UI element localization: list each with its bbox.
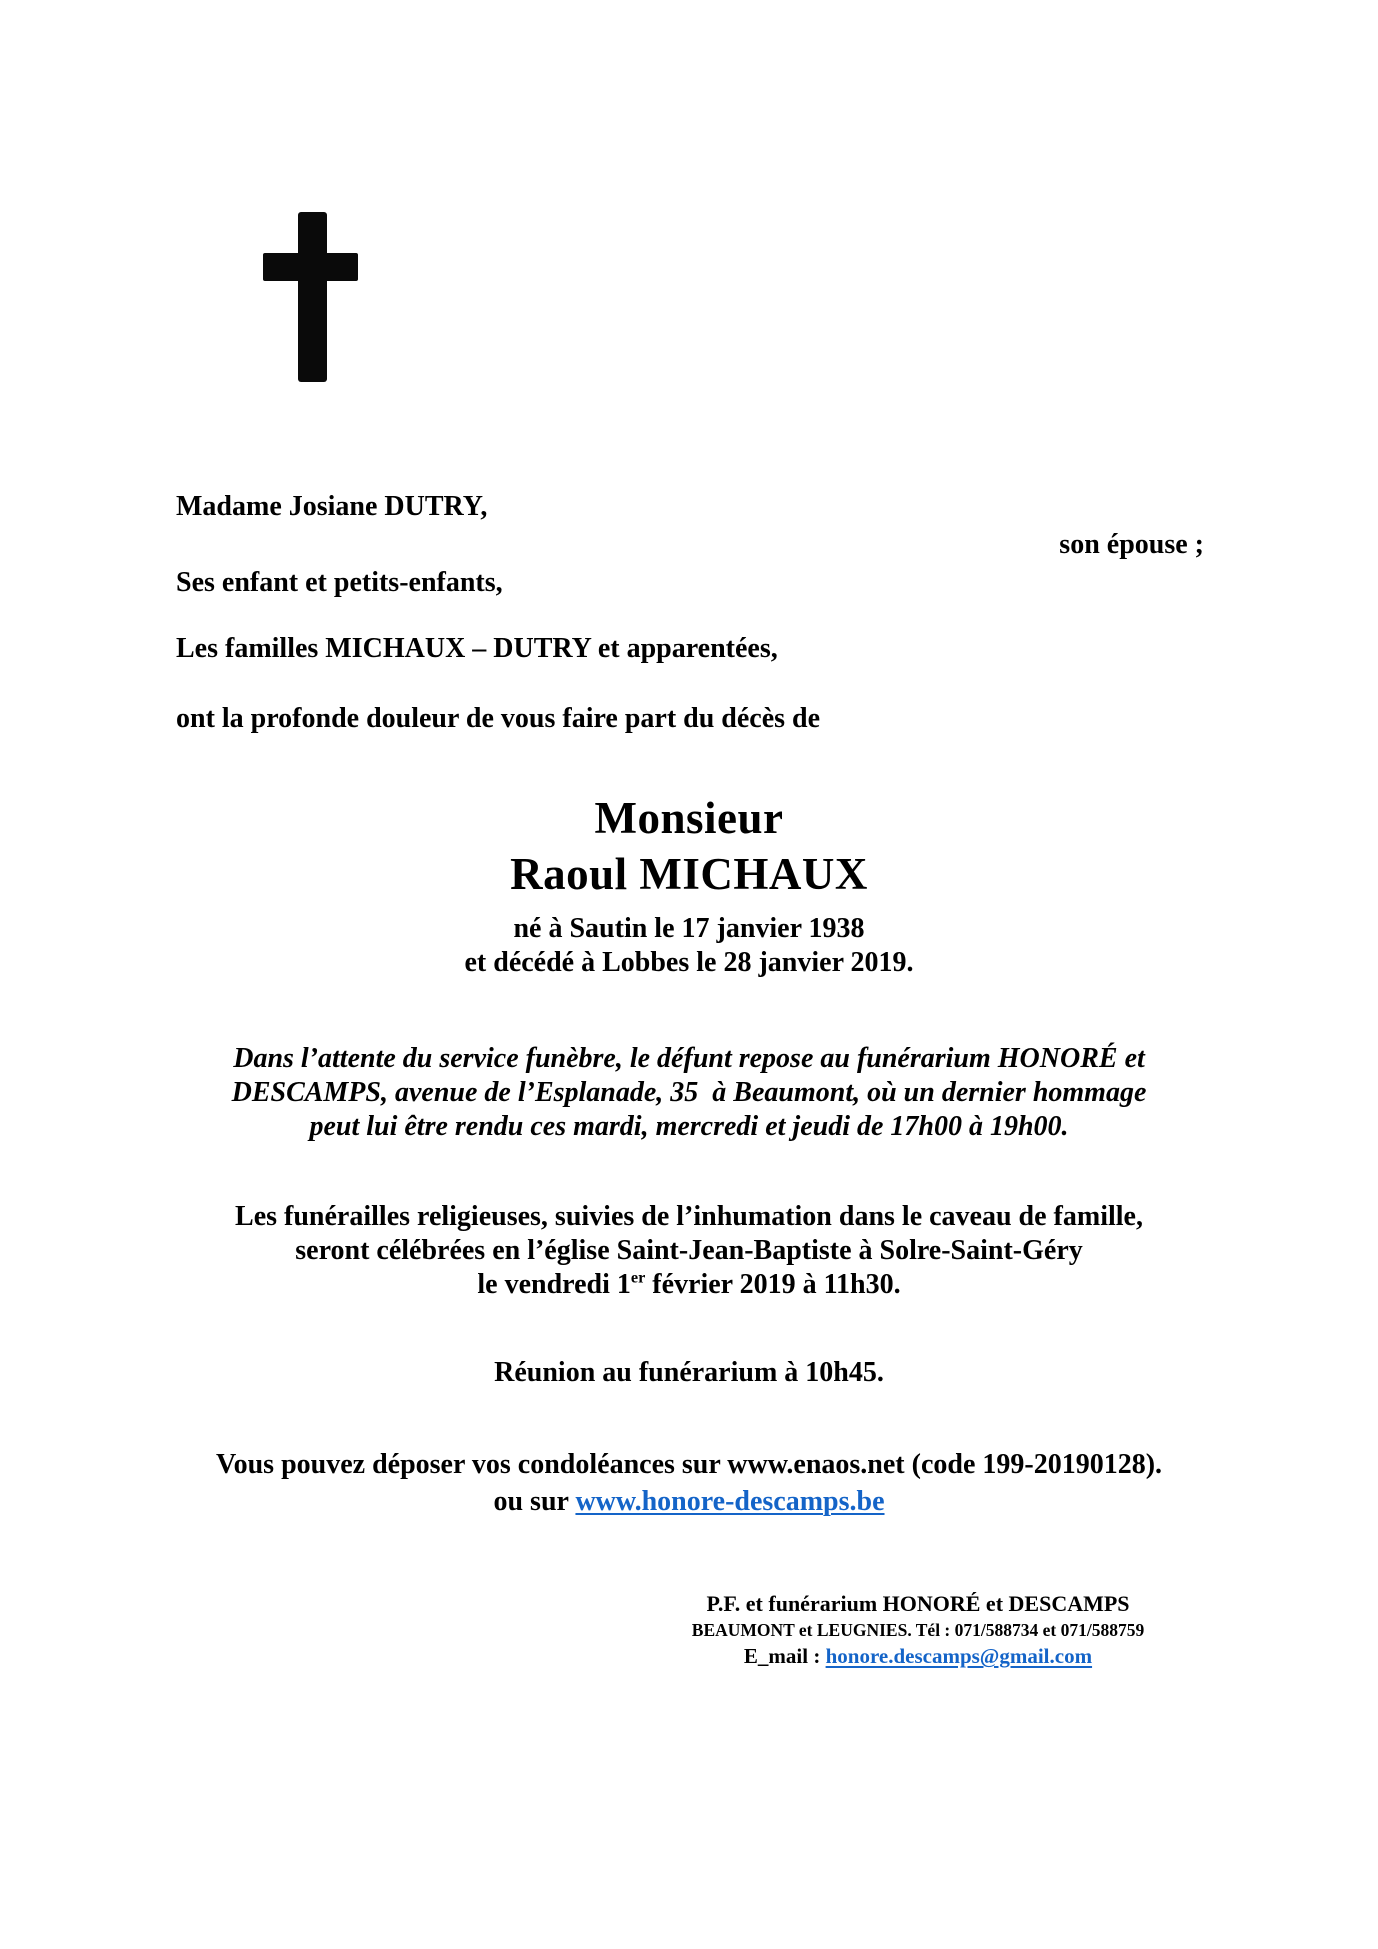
condolences-block	[0, 1446, 1378, 1520]
children-line: Ses enfant et petits-enfants,	[176, 567, 503, 598]
funeral-line-1: Les funérailles religieuses, suivies de l’inhumation dans le caveau de famille,	[235, 1201, 1143, 1232]
repose-line-3: peut lui être rendu ces mardi, mercredi et jeudi de 17h00 à 19h00.	[309, 1111, 1069, 1142]
memorial-cross-icon	[263, 212, 358, 382]
cross-vertical-bar	[298, 212, 327, 382]
widow-name-line: Madame Josiane DUTRY,	[176, 491, 488, 522]
footer-email-line	[458, 1643, 1378, 1670]
repose-notice-block	[0, 1042, 1378, 1144]
funeral-date-prefix: le vendredi 1	[477, 1269, 631, 1300]
funeral-line-3	[0, 1268, 1378, 1302]
ordinal-superscript: er	[630, 1268, 646, 1287]
funeral-notice-block	[0, 1200, 1378, 1302]
deceased-name: Raoul MICHAUX	[510, 849, 868, 899]
repose-line-1: Dans l’attente du service funèbre, le défunt repose au funérarium HONORÉ et	[233, 1043, 1145, 1074]
families-line: Les familles MICHAUX – DUTRY et apparentées,	[176, 633, 778, 664]
footer-block	[458, 1590, 1378, 1670]
funeral-home-website-link[interactable]: www.honore-descamps.be	[575, 1486, 885, 1517]
footer-company-line: P.F. et funérarium HONORÉ et DESCAMPS	[706, 1591, 1130, 1616]
deceased-title: Monsieur	[594, 793, 784, 843]
condolences-line-1: Vous pouvez déposer vos condoléances sur www.enaos.net (code 199-20190128).	[215, 1449, 1163, 1480]
deceased-title-block	[0, 790, 1378, 902]
announcement-intro-line: ont la profonde douleur de vous faire part du décès de	[176, 703, 821, 734]
email-link[interactable]: honore.descamps@gmail.com	[825, 1644, 1093, 1668]
condolences-line-2-prefix: ou sur	[493, 1486, 576, 1517]
birth-line: né à Sautin le 17 janvier 1938	[513, 913, 865, 944]
funeral-date-suffix: février 2019 à 11h30.	[645, 1269, 901, 1300]
footer-locations-line: BEAUMONT et LEUGNIES. Tél : 071/588734 et 071/588759	[691, 1620, 1145, 1640]
repose-line-2: DESCAMPS, avenue de l’Esplanade, 35 à Beaumont, où un dernier hommage	[231, 1077, 1147, 1108]
funeral-line-2: seront célébrées en l’église Saint-Jean-Baptiste à Solre-Saint-Géry	[295, 1235, 1083, 1266]
cross-horizontal-bar	[263, 253, 358, 281]
meeting-block	[0, 1356, 1378, 1390]
footer-email-prefix: E_mail :	[743, 1644, 826, 1668]
widow-relation-line: son épouse ;	[1059, 529, 1204, 560]
dates-block	[0, 912, 1378, 980]
meeting-line: Réunion au funérarium à 10h45.	[494, 1357, 884, 1388]
death-line: et décédé à Lobbes le 28 janvier 2019.	[464, 947, 914, 978]
condolences-line-2	[0, 1483, 1378, 1520]
